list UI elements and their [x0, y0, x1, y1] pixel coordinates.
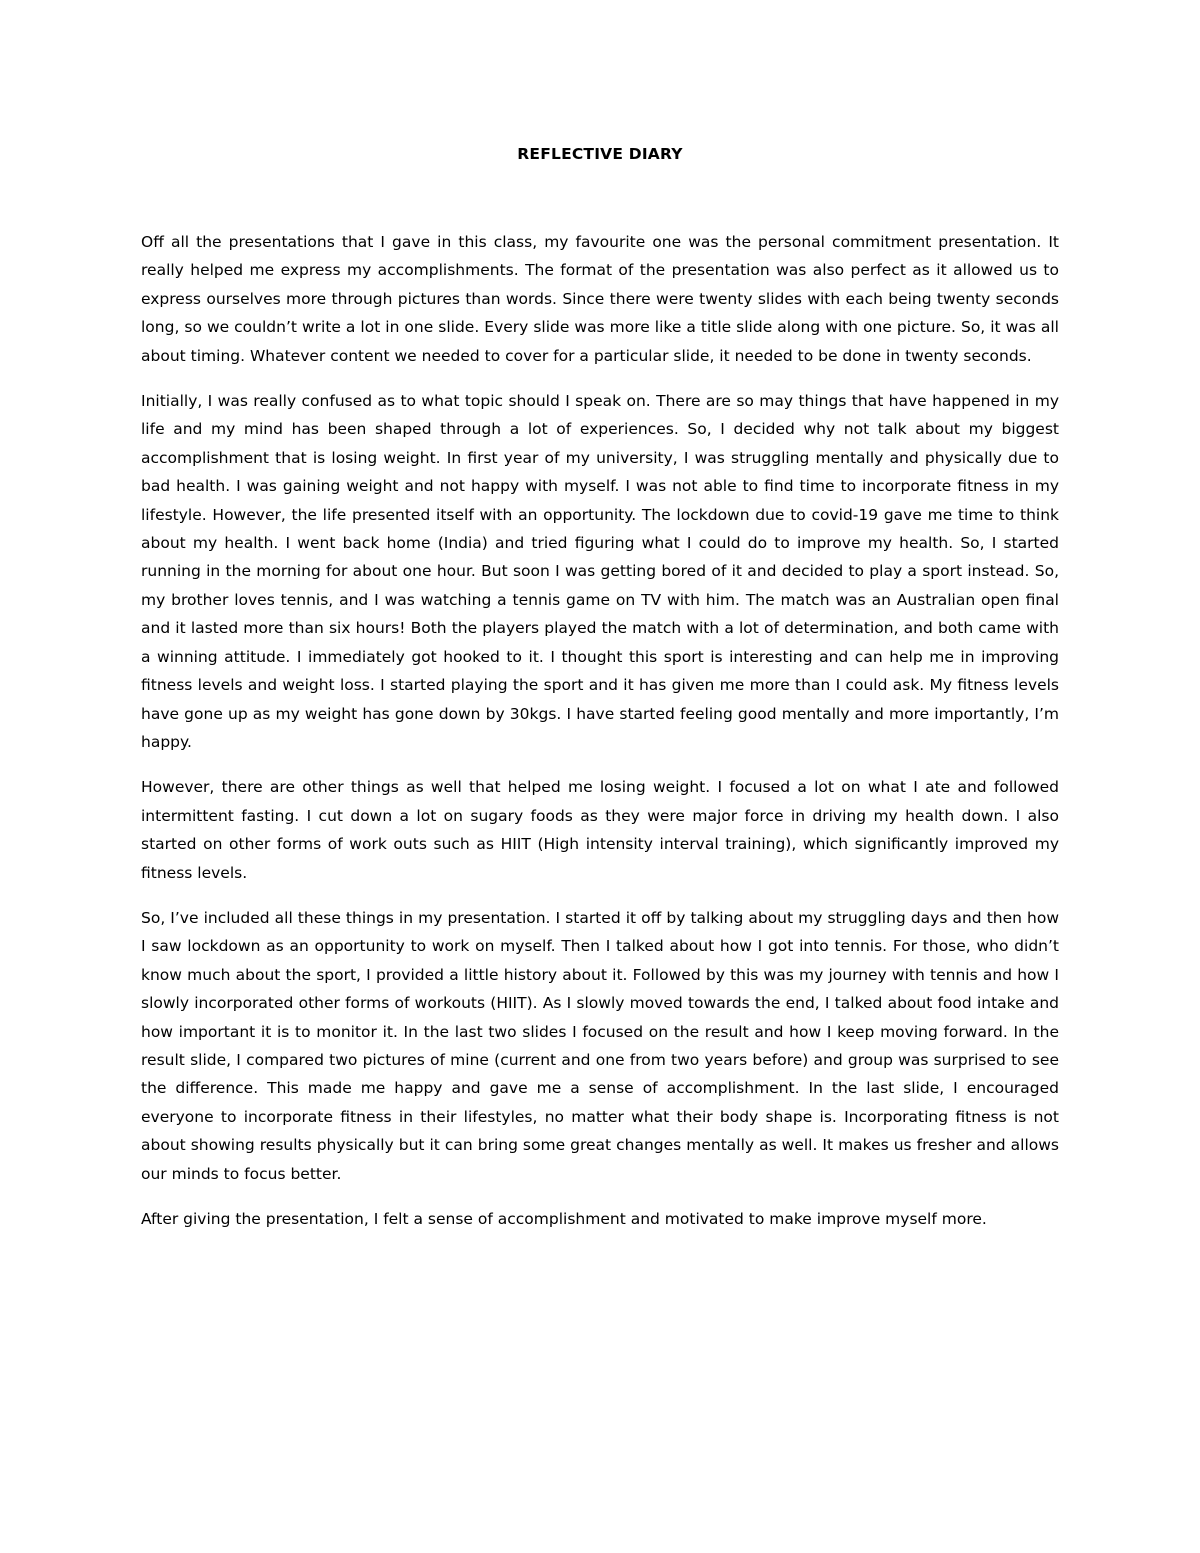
- paragraph-4: So, I’ve included all these things in my presentation. I started it off by talking about my struggling days and then how I saw lockdown as an opportunity to work on myself. Then I talked about how I got into tennis. For those, who didn’t know much about the sport, I provided a little history about it. Followed by this was my journey with tennis and how I slowly incorporated other forms of workouts (HIIT). As I slowly moved towards the end, I talked about food intake and how important it is to monitor it. In the last two slides I focused on the result and how I keep moving forward. In the result slide, I compared two pictures of mine (current and one from two years before) and group was surprised to see the difference. This made me happy and gave me a sense of accomplishment. In the last slide, I encouraged everyone to incorporate fitness in their lifestyles, no matter what their body shape is. Incorporating fitness is not about showing results physically but it can bring some great changes mentally as well. It makes us fresher and allows our minds to focus better.: [141, 908, 1059, 1183]
- paragraph-1: Off all the presentations that I gave in this class, my favourite one was the personal commitment presentation. It really helped me express my accomplishments. The format of the presentation was also perfect as it allowed us to express ourselves more through pictures than words. Since there were twenty slides with each being twenty seconds long, so we couldn’t write a lot in one slide. Every slide was more like a title slide along with one picture. So, it was all about timing. Whatever content we needed to cover for a particular slide, it needed to be done in twenty seconds.: [141, 233, 1059, 365]
- document-title: REFLECTIVE DIARY: [517, 145, 683, 163]
- document-body: [141, 228, 1059, 1250]
- paragraph-2: Initially, I was really confused as to what topic should I speak on. There are so may things that have happened in my life and my mind has been shaped through a lot of experiences. So, I decided why not talk about my biggest accomplishment that is losing weight. In first year of my university, I was struggling mentally and physically due to bad health. I was gaining weight and not happy with myself. I was not able to find time to incorporate fitness in my lifestyle. However, the life presented itself with an opportunity. The lockdown due to covid-19 gave me time to think about my health. I went back home (India) and tried figuring what I could do to improve my health. So, I started running in the morning for about one hour. But soon I was getting bored of it and decided to play a sport instead. So, my brother loves tennis, and I was watching a tennis game on TV with him. The match was an Australian open final and it lasted more than six hours! Both the players played the match with a lot of determination, and both came with a winning attitude. I immediately got hooked to it. I thought this sport is interesting and can help me in improving fitness levels and weight loss. I started playing the sport and it has given me more than I could ask. My fitness levels have gone up as my weight has gone down by 30kgs. I have started feeling good mentally and more importantly, I’m happy.: [141, 392, 1059, 751]
- paragraph-5: After giving the presentation, I felt a sense of accomplishment and motivated to make improve myself more.: [141, 1210, 987, 1228]
- paragraph-3: However, there are other things as well that helped me losing weight. I focused a lot on what I ate and followed intermittent fasting. I cut down a lot on sugary foods as they were major force in driving my health down. I also started on other forms of work outs such as HIIT (High intensity interval training), which significantly improved my fitness levels.: [141, 778, 1059, 882]
